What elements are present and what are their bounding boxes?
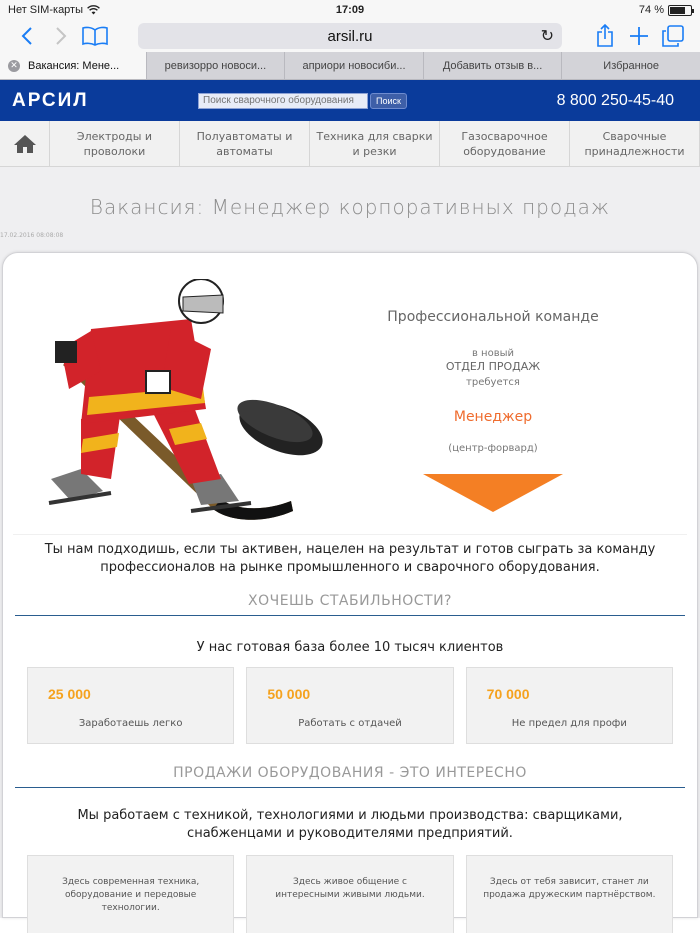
book-icon bbox=[82, 26, 108, 46]
stat-label: Работать с отдачей bbox=[298, 718, 402, 729]
site-header bbox=[0, 80, 700, 121]
hero-banner bbox=[13, 263, 687, 535]
plus-icon bbox=[629, 26, 649, 46]
battery-icon bbox=[668, 5, 692, 16]
stat-label: Заработаешь легко bbox=[78, 718, 183, 729]
nav-gas-welding[interactable]: Газосварочное оборудование bbox=[440, 121, 570, 166]
vacancy-card bbox=[2, 252, 698, 918]
nav-electrodes[interactable]: Электроды и проволоки bbox=[50, 121, 180, 166]
section-heading-stability bbox=[15, 593, 685, 616]
section-heading-text: ПРОДАЖИ ОБОРУДОВАНИЯ - ЭТО ИНТЕРЕСНО bbox=[173, 765, 527, 781]
share-button[interactable] bbox=[588, 21, 622, 51]
category-nav bbox=[0, 121, 700, 167]
tabs-icon bbox=[662, 25, 684, 47]
nav-accessories[interactable]: Сварочные принадлежности bbox=[570, 121, 700, 166]
tab-strip bbox=[0, 52, 700, 80]
nav-semiautomatic[interactable]: Полуавтоматы и автоматы bbox=[180, 121, 310, 166]
hero-line-department: ОТДЕЛ ПРОДАЖ bbox=[445, 360, 541, 373]
battery-percent: 74 % bbox=[638, 4, 664, 16]
status-right bbox=[532, 4, 692, 16]
home-button[interactable] bbox=[0, 121, 50, 166]
section-divider bbox=[15, 615, 685, 616]
phone-number[interactable]: 8 800 250-45-40 bbox=[556, 91, 674, 109]
status-left bbox=[8, 4, 168, 16]
site-search bbox=[198, 93, 407, 109]
stat-value: 50 000 bbox=[267, 686, 311, 702]
clock: 17:09 bbox=[335, 4, 365, 16]
tab-revizorro[interactable] bbox=[146, 52, 285, 79]
hero-line-role: (центр-форвард) bbox=[448, 443, 538, 454]
hockey-player-illustration bbox=[41, 279, 341, 541]
hero-line-position: Менеджер bbox=[453, 409, 533, 425]
share-icon bbox=[596, 24, 614, 48]
salary-stats bbox=[27, 667, 673, 744]
tab-label: ревизорро новоси... bbox=[164, 59, 267, 72]
feature-cards bbox=[27, 855, 673, 933]
tab-apriori[interactable] bbox=[284, 52, 423, 79]
tabs-button[interactable] bbox=[656, 21, 690, 51]
new-tab-button[interactable] bbox=[622, 21, 656, 51]
hero-text bbox=[343, 263, 643, 512]
back-button[interactable] bbox=[10, 21, 44, 51]
section-heading-sales bbox=[15, 765, 685, 788]
page-body bbox=[0, 167, 700, 918]
reload-icon[interactable]: ↻ bbox=[540, 28, 554, 45]
sales-description: Мы работаем с техникой, технологиями и людьми производства: сварщиками, снабженцами и руководителями предприятий. bbox=[77, 808, 623, 841]
forward-button[interactable] bbox=[44, 21, 78, 51]
stat-card bbox=[466, 667, 673, 744]
clients-subheading: У нас готовая база более 10 тысяч клиентов bbox=[196, 640, 504, 655]
chevron-left-icon bbox=[21, 26, 33, 46]
status-bar bbox=[0, 0, 700, 20]
section-heading-text: ХОЧЕШЬ СТАБИЛЬНОСТИ? bbox=[248, 593, 452, 609]
down-arrow-icon bbox=[423, 474, 563, 512]
chevron-right-icon bbox=[55, 26, 67, 46]
battery-fill bbox=[670, 7, 685, 14]
stat-label: Не предел для профи bbox=[511, 718, 627, 729]
page-title: Вакансия: Менеджер корпоративных продаж bbox=[89, 195, 611, 219]
stat-value: 25 000 bbox=[48, 686, 91, 702]
address-bar[interactable] bbox=[138, 23, 562, 49]
stat-value: 70 000 bbox=[486, 686, 530, 702]
hero-line-team: Профессиональной команде bbox=[387, 309, 599, 325]
tab-label: Избранное bbox=[603, 59, 660, 72]
browser-toolbar bbox=[0, 20, 700, 52]
tab-label: Добавить отзыв в... bbox=[442, 59, 543, 72]
tab-add-review[interactable] bbox=[423, 52, 562, 79]
intro-text: Ты нам подходишь, если ты активен, нацелен на результат и готов сыграть за команду профессионалов на рынке промышленного и сварочного оборудования. bbox=[44, 542, 656, 575]
publish-date: 17.02.2016 08:08:08 bbox=[0, 232, 64, 239]
home-icon bbox=[13, 134, 37, 154]
carrier-text: Нет SIM-карты bbox=[8, 4, 84, 16]
tab-favorites[interactable] bbox=[561, 52, 700, 79]
url-text: arsil.ru bbox=[327, 27, 373, 45]
hero-line-required: требуется bbox=[466, 377, 520, 388]
tab-vacancy[interactable] bbox=[0, 52, 146, 79]
nav-welding-equipment[interactable]: Техника для сварки и резки bbox=[310, 121, 440, 166]
feature-card: Здесь от тебя зависит, станет ли продажа дружеским партнёрством. bbox=[466, 855, 673, 933]
search-button[interactable]: Поиск bbox=[370, 93, 407, 109]
feature-card: Здесь живое общение с интересными живыми людьми. bbox=[246, 855, 453, 933]
tab-label: Вакансия: Мене... bbox=[28, 59, 120, 72]
close-tab-icon[interactable]: ✕ bbox=[8, 60, 20, 72]
site-logo[interactable]: АРСИЛ bbox=[12, 89, 89, 111]
tab-label: априори новосиби... bbox=[302, 59, 406, 72]
feature-card: Здесь современная техника, оборудование и передовые технологии. bbox=[27, 855, 234, 933]
hero-line-new: в новый bbox=[471, 348, 515, 359]
wifi-icon bbox=[87, 5, 100, 15]
section-divider bbox=[15, 787, 685, 788]
stat-card bbox=[246, 667, 453, 744]
search-input[interactable] bbox=[198, 93, 368, 109]
bookmarks-button[interactable] bbox=[78, 21, 112, 51]
stat-card bbox=[27, 667, 234, 744]
